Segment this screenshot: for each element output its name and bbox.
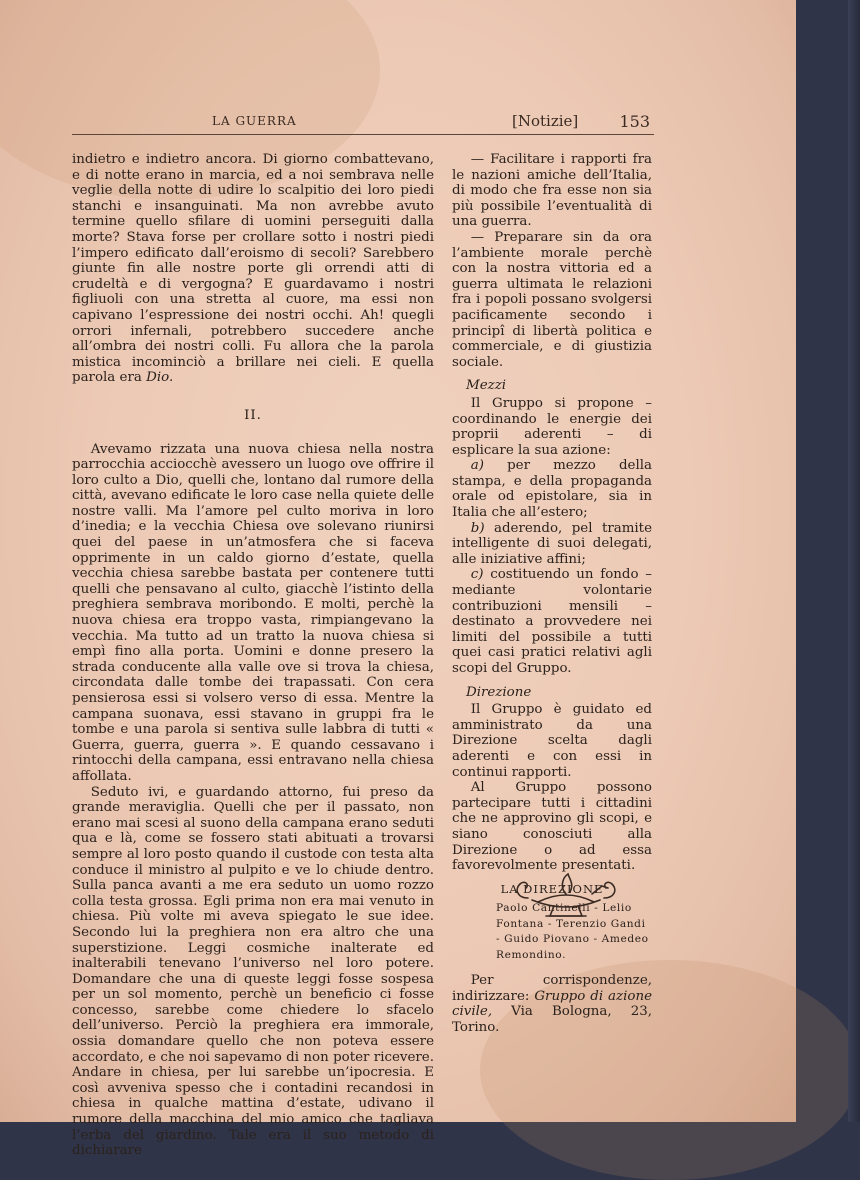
list-item: a) per mezzo della stampa, e della propaganda orale od epistolare, sia in Italia che all’estero; [452, 458, 653, 521]
paragraph: Seduto ivi, e guardando attorno, fui preso da grande meraviglia. Quelli che per il passato, non erano mai scesi al suono della campana erano seduti qua e là, come se fossero stati abituati a trovarsi sempre al loro posto quando il custode con testa alta conduce il ministro al pulpito e ve lo chiude dentro. Sulla panca avanti a me era seduto un uomo rozzo colla testa grossa. Egli prima non era mai venuto in chiesa. Più volte mi aveva spiegato le sue idee. Secondo lui la preghiera non era altro che una superstizione. Leggi cosmiche inalterate ed inalterabili tenevano l’universo nel loro potere. Domandare che una di queste leggi fosse sospesa per un sol momento, perchè un beneficio ci fosse concesso, sarebbe come chiedere lo sfacelo dell’universo. Perciò la preghiera era immorale, ossia domandare quello che non poteva essere accordato, e che noi sapevamo di non poter ricevere. Andare in chiesa, per lui sarebbe un’ipocresia. E così avveniva spesso che i contadini recandosi in chiesa in qualche mattina d’estate, udivano il rumore della macchina del mio amico che tagliava l’erba del giardino. Tale era il suo metodo di dichiarare [72, 784, 434, 1159]
section-number: II. [244, 407, 262, 423]
running-header [72, 110, 654, 134]
subheading-mezzi: Mezzi [466, 378, 507, 394]
oil-lamp-ornament-icon [508, 868, 624, 922]
list-item: b) aderendo, pel tramite intelligente di suoi delegati, alle iniziative affini; [452, 520, 652, 567]
page-number: 153 [619, 112, 650, 131]
header-rule [72, 134, 654, 135]
left-column [72, 152, 434, 1159]
paragraph: Al Gruppo possono partecipare tutti i cittadini che ne approvino gli scopi, e siano conosciuti alla Direzione o ad essa favorevolmente presentati. [452, 780, 652, 874]
paragraph: indietro e indietro ancora. Di giorno combattevano, e di notte erano in marcia, ed a noi sembrava nelle veglie della notte di udire lo scalpitio dei loro piedi stanchi e insanguinati. Ma non avrebbe avuto termine quello sfilare di uomini perseguiti dalla morte? Stava forse per crollare sotto i nostri piedi l’impero edificato dall’eroismo di secoli? Sarebbero giunte fin alle nostre porte gli orrendi atti di crudeltà e di vergogna? E guardavamo i nostri figliuoli con una stretta al cuore, ma essi non capivano l’espressione dei nostri occhi. Ah! quegli orrori infernali, potrebbero succedere anche all’ombra dei nostri colli. Fu allora che la parola mistica incominciò a brillare nei cieli. E quella parola era Dio. [72, 152, 434, 386]
paragraph: Il Gruppo è guidato ed amministrato da una Direzione scelta dagli aderenti e con essi in continui rapporti. [452, 702, 652, 780]
subheading-direzione: Direzione [466, 684, 532, 700]
signatory-line: Remondino. [496, 948, 567, 961]
italic-word: Dio. [146, 370, 174, 386]
page-edge [848, 0, 860, 1122]
signatory-line: Fontana - Terenzio Gandi [496, 917, 646, 930]
header-category: [Notizie] [512, 112, 579, 130]
list-item: c) costituendo un fondo – mediante volontarie contribuzioni mensili – destinato a provvedere nei limiti del possibile a tutti quei casi pratici relativi agli scopi del Gruppo. [452, 567, 652, 676]
signatory-line: - Guido Piovano - Amedeo [496, 933, 649, 946]
direzione-title: LA DIREZIONE [500, 881, 604, 896]
paragraph: Il Gruppo si propone – coordinando le energie dei proprii aderenti – di esplicare la sua azione: [452, 395, 652, 458]
paragraph: — Facilitare i rapporti fra le nazioni amiche dell’Italia, di modo che fra esse non sia più possibile l’eventualità di una guerra. [452, 152, 652, 230]
paragraph: — Preparare sin da ora l’ambiente morale perchè con la nostra vittoria ed a guerra ultimata le relazioni fra i popoli possano svolgersi pacificamente secondo i principî di libertà politica e commerciale, e di giustizia sociale. [452, 229, 652, 370]
signatory-line: Paolo Cantinelli - Lelio [496, 902, 632, 915]
paragraph: Avevamo rizzata una nuova chiesa nella nostra parrocchia acciocchè avessero un luogo ove offrire il loro culto a Dio, quelli che, lontano dal rumore della città, avevano edificate le loro case nella quiete delle nostre valli. Ma l’amore pel culto moriva in loro d’inedia; e la vecchia Chiesa ove solevano riunirsi quei del paese in un’atmosfera che si faceva opprimente in un caldo giorno d’estate, quella vecchia chiesa sarebbe bastata per contenere tutti quelli che pensavano al culto, giacchè l’istinto della preghiera sembrava moribondo. E molti, perchè la nuova chiesa era troppo vasta, rimpiangevano la vecchia. Ma tutto ad un tratto la nuova chiesa si empì fino alla porta. Uomini e donne presero la strada conducente alla valle ove si trova la chiesa, circondata dalle tombe dei trapassati. Con cera pensierosa essi si volsero verso di essa. Mentre la campana suonava, essi stavano in gruppi fra le tombe e una parola si sentiva sulle labbra di tutti « Guerra, guerra, guerra ». E quando cessavano i rintocchi della campana, essi entravano nella chiesa affollata. [72, 441, 434, 784]
header-section-title: LA GUERRA [212, 114, 297, 128]
contact-info: Per corrispondenze, indirizzare: Gruppo di azione civile, Via Bologna, 23, Torino. [452, 972, 652, 1035]
